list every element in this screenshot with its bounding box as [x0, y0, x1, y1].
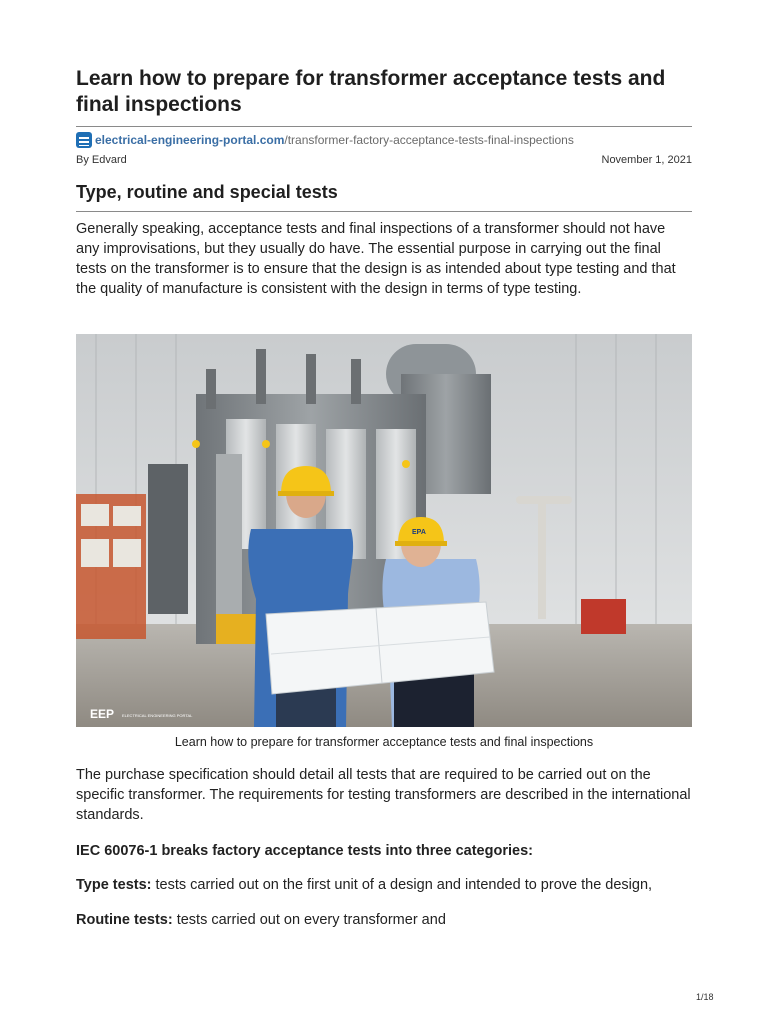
source-path[interactable]: /transformer-factory-acceptance-tests-final-inspections: [284, 133, 574, 147]
iec-heading-text: IEC 60076-1 breaks factory acceptance tests into three categories:: [76, 843, 533, 859]
type-tests-label: Type tests:: [76, 877, 152, 893]
specification-paragraph: The purchase specification should detail all tests that are required to be carried out on the specific transformer. The requirements for testing transformers are described in the international standards.: [76, 767, 691, 823]
eep-logo-subtext: ELECTRICAL ENGINEERING PORTAL: [122, 713, 193, 718]
publish-date: November 1, 2021: [601, 154, 692, 166]
page-number: 1/18: [696, 992, 714, 1002]
author-byline: By Edvard: [76, 154, 127, 166]
type-tests-line: [76, 875, 652, 895]
source-link[interactable]: [76, 131, 574, 149]
routine-tests-text: tests carried out on every transformer and: [172, 912, 446, 928]
routine-tests-line: [76, 910, 446, 930]
eep-logo: EEP: [90, 707, 115, 721]
title-divider: [76, 126, 692, 127]
figure-caption: Learn how to prepare for transformer acceptance tests and final inspections: [174, 735, 594, 749]
iec-heading: [76, 841, 533, 861]
article-photo: [76, 334, 692, 727]
section-heading: Type, routine and special tests: [76, 182, 338, 202]
intro-paragraph: Generally speaking, acceptance tests and final inspections of a transformer should not have any improvisations, but they usually do have. The essential purpose in carrying out the final tests on the transformer is to ensure that the design is as intended about type testing and that the quality of manufacture is consistent with the design in terms of type testing.: [76, 221, 676, 297]
helmet-label: EPA: [412, 529, 426, 536]
source-domain[interactable]: electrical-engineering-portal.com: [95, 133, 285, 147]
routine-tests-label: Routine tests:: [76, 912, 173, 928]
site-favicon-icon: [76, 132, 92, 148]
section-divider: [76, 211, 692, 212]
article-title: Learn how to prepare for transformer acceptance tests and final inspections: [76, 67, 666, 116]
article-meta: [76, 154, 692, 166]
type-tests-text: tests carried out on the first unit of a design and intended to prove the design,: [151, 877, 653, 893]
